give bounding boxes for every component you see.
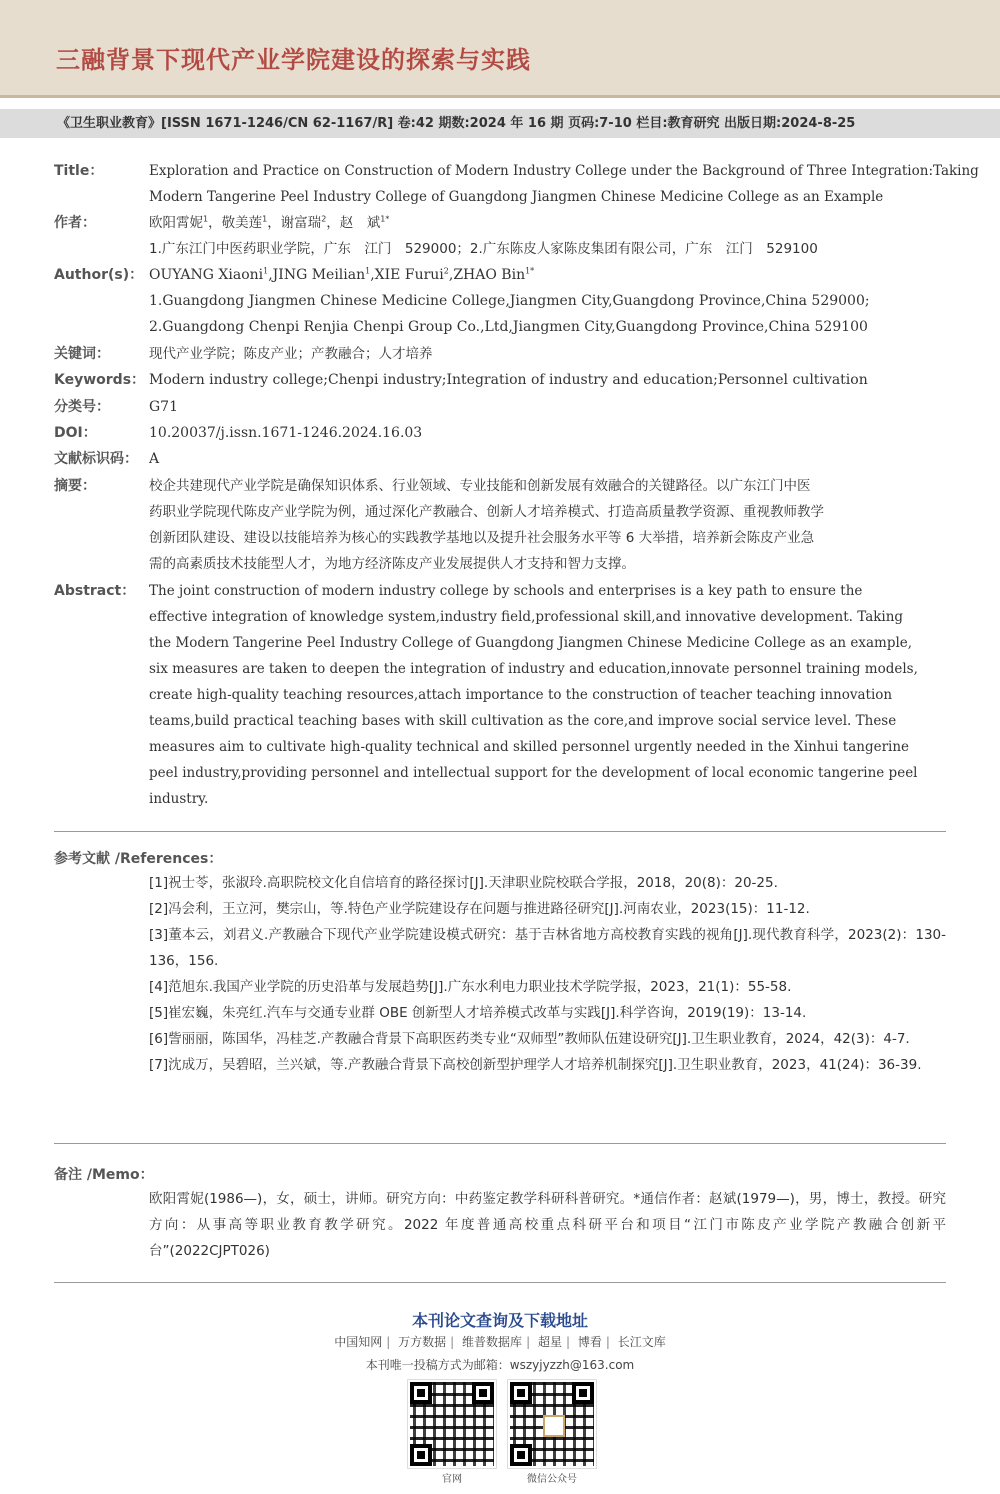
reference-item: [3]董本云，刘君义.产教融合下现代产业学院建设模式研究：基于吉林省地方高校教育实践的视角[J].现代教育科学，2023(2)：130-136，156.: [149, 927, 946, 969]
wechat-qr-label: 微信公众号: [527, 1474, 577, 1485]
title-en-line2: Modern Tangerine Peel Industry College of Guangdong Jiangmen Chinese Medicine College as an Example: [149, 189, 884, 205]
keywords-en-label: Keywords：: [54, 372, 146, 388]
abstract-cn-label: 摘要：: [54, 478, 96, 494]
keywords-en: Modern industry college;Chenpi industry;Integration of industry and education;Personnel cultivation: [149, 372, 868, 388]
memo-label: 备注 /Memo：: [54, 1167, 154, 1183]
doi-label: DOI：: [54, 425, 97, 441]
database-link[interactable]: 维普数据库: [462, 1335, 523, 1349]
authors-cn-label: 作者：: [54, 215, 96, 231]
title-en-line1: Exploration and Practice on Construction of Modern Industry College under the Background of Three Integration:Taking: [149, 163, 979, 179]
divider: [54, 831, 946, 832]
class-label: 分类号：: [54, 399, 110, 415]
reference-item: [2]冯会利，王立河，樊宗山，等.特色产业学院建设存在问题与推进路径研究[J].河南农业，2023(15)：11-12.: [149, 901, 810, 917]
divider: [54, 1143, 946, 1144]
reference-item: [7]沈成万，吴碧昭，兰兴斌，等.产教融合背景下高校创新型护理学人才培养机制探究[J].卫生职业教育，2023，41(24)：36-39.: [149, 1057, 922, 1073]
abstract-en: The joint construction of modern industry college by schools and enterprises is a key path to ensure the effective integration of knowledge system,industry field,professional skill,and innovative development. Taking the Modern Tangerine Peel Industry College of Guangdong Jiangmen Chinese Medicine College as an example, six measures are taken to deepen the integration of industry and education,innovate personnel training models, create high-quality teaching resources,attach importance to the construction of teacher teaching innovation teams,build practical teaching bases with skill cultivation as the core,and improve social service level. These measures aim to cultivate high-quality technical and skilled personnel urgently needed in the Xinhui tangerine peel industry,providing personnel and intellectual support for the development of local economic tangerine peel industry.: [149, 583, 918, 807]
abstract-cn: 校企共建现代产业学院是确保知识体系、行业领域、专业技能和创新发展有效融合的关键路径。以广东江门中医 药职业学院现代陈皮产业学院为例，通过深化产教融合、创新人才培养模式、打造高质量教学资源、重视教师教学 创新团队建设、建设以技能培养为核心的实践教学基地以及提升社会服务水平等 6 大举措，培养新会陈皮产业急 需的高素质技术技能型人才，为地方经济陈皮产业发展提供人才支持和智力支撑。: [149, 478, 824, 572]
class-value: G71: [149, 399, 178, 415]
affiliation-en-2: 2.Guangdong Chenpi Renjia Chenpi Group Co.,Ltd,Jiangmen City,Guangdong Province,China 529100: [149, 319, 868, 335]
reference-item: [1]祝士苓，张淑玲.高职院校文化自信培育的路径探讨[J].天津职业院校联合学报，2018，20(8)：20-25.: [149, 875, 778, 891]
footer-title: 本刊论文查询及下载地址: [411, 1311, 588, 1330]
authors-en-label: Author(s)：: [54, 267, 144, 283]
divider: [54, 1282, 946, 1283]
keywords-cn-label: 关键词：: [54, 346, 110, 362]
database-link[interactable]: 万方数据: [398, 1335, 447, 1349]
reference-item: [4]范旭东.我国产业学院的历史沿革与发展趋势[J].广东水利电力职业技术学院学报，2023，21(1)：55-58.: [149, 979, 792, 995]
article-title-cn: 三融背景下现代产业学院建设的探索与实践: [56, 46, 531, 74]
keywords-cn: 现代产业学院；陈皮产业；产教融合；人才培养: [149, 346, 433, 362]
authors-cn: 欧阳霄妮$^1$，敬美莲$^1$，谢富瑞$^2$，赵 斌$^{1*}$: [149, 214, 390, 231]
title-label: Title：: [54, 163, 104, 179]
abstract-en-label: Abstract：: [54, 583, 136, 599]
database-link[interactable]: 博看: [577, 1335, 602, 1349]
references-label: 参考文献 /References：: [54, 851, 223, 867]
title-band: [0, 0, 1000, 98]
submission-email: 本刊唯一投稿方式为邮箱：wszyjyzzh@163.com: [365, 1358, 635, 1372]
memo-text: 欧阳霄妮(1986—)，女，硕士，讲师。研究方向：中药鉴定教学科研科普研究。*通信作者：赵斌(1979—)，男，博士，教授。研究方向：从事高等职业教育教学研究。2022 年度普通高校重点科研平台和项目“江门市陈皮产业学院产教融合创新平台”(2022CJPT026): [149, 1191, 946, 1259]
reference-item: [5]崔宏巍，朱亮红.汽车与交通专业群 OBE 创新型人才培养模式改革与实践[J].科学咨询，2019(19)：13-14.: [149, 1005, 807, 1021]
website-qr-code-icon[interactable]: [408, 1380, 496, 1468]
affiliation-en-1: 1.Guangdong Jiangmen Chinese Medicine College,Jiangmen City,Guangdong Province,China 529000;: [149, 293, 870, 309]
doi-value[interactable]: 10.20037/j.issn.1671-1246.2024.16.03: [149, 425, 423, 441]
doc-id-value: A: [149, 451, 160, 467]
database-link[interactable]: 中国知网: [334, 1335, 383, 1349]
journal-meta-bar: 《卫生职业教育》[ISSN 1671-1246/CN 62-1167/R] 卷:42 期数:2024 年 16 期 页码:7-10 栏目:教育研究 出版日期:2024-8-25: [0, 109, 1000, 138]
doc-id-label: 文献标识码：: [54, 451, 138, 467]
database-link[interactable]: 超星: [537, 1335, 562, 1349]
references-list: [149, 870, 946, 1078]
wechat-qr-code-icon[interactable]: [508, 1380, 596, 1468]
database-list: 中国知网 | 万方数据 | 维普数据库 | 超星 | 博看 | 长江文库: [334, 1335, 666, 1349]
authors-en: OUYANG Xiaoni$^1$,JING Meilian$^1$,XIE Furui$^2$,ZHAO Bin$^{1*}$: [149, 266, 535, 283]
reference-item: [6]訾丽丽，陈国华，冯桂芝.产教融合背景下高职医药类专业“双师型”教师队伍建设研究[J].卫生职业教育，2024，42(3)：4-7.: [149, 1031, 910, 1047]
database-link[interactable]: 长江文库: [617, 1335, 666, 1349]
affiliation-cn: 1.广东江门中医药职业学院，广东 江门 529000；2.广东陈皮人家陈皮集团有限公司，广东 江门 529100: [149, 241, 818, 257]
website-qr-label: 官网: [442, 1474, 462, 1485]
